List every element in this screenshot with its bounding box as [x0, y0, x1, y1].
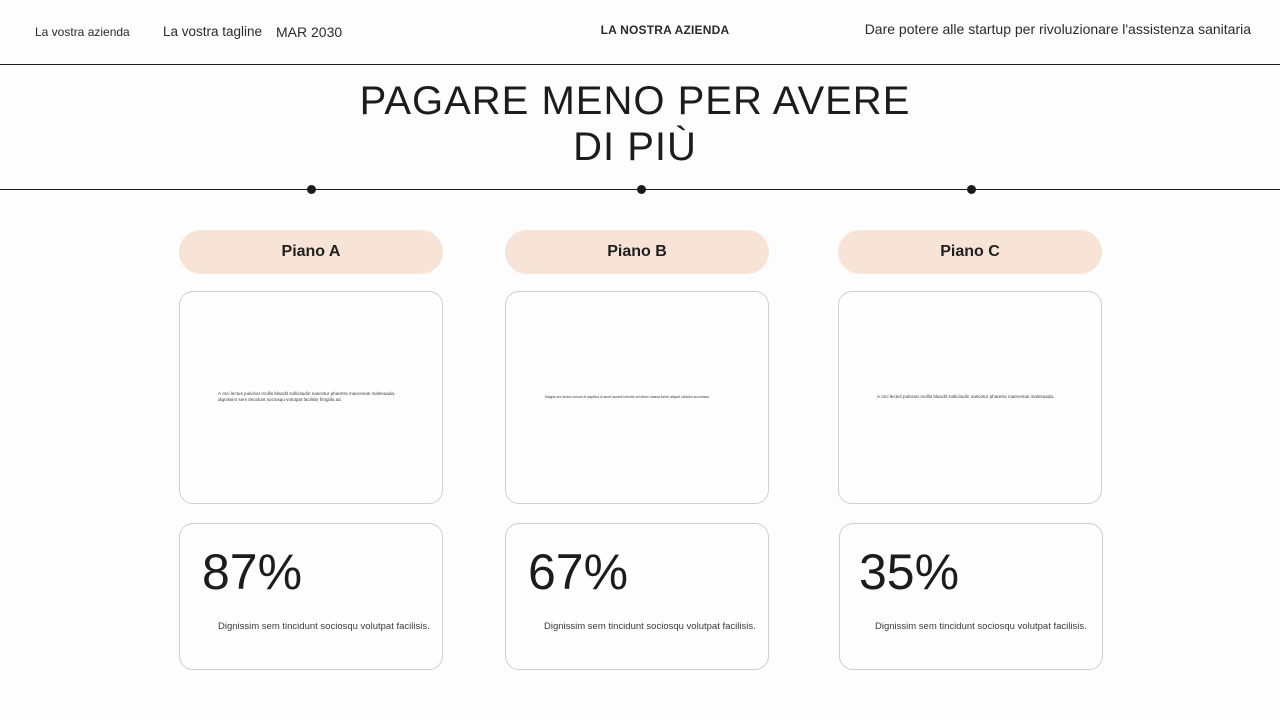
- plan-a-caption: Dignissim sem tincidunt sociosqu volutpat facilisis.: [218, 621, 430, 632]
- plan-c-description: A orci lectus pulvinar mollis blandit sollicitudin nascetur pharetra maecenas malesuada.: [877, 394, 1055, 399]
- tagline: La vostra tagline: [163, 24, 263, 39]
- plan-c-caption: Dignissim sem tincidunt sociosqu volutpat facilisis.: [875, 621, 1087, 632]
- plan-c-description-card: [838, 291, 1102, 504]
- plan-a-description-card: [179, 291, 443, 504]
- header-divider: [0, 64, 1280, 65]
- plan-b-header: Piano B: [505, 230, 769, 274]
- mission-statement: Dare potere alle startup per rivoluzionare l'assistenza sanitaria: [864, 21, 1251, 37]
- header-center-title: LA NOSTRA AZIENDA: [600, 23, 730, 37]
- plan-b-caption: Dignissim sem tincidunt sociosqu volutpat facilisis.: [544, 621, 756, 632]
- plan-a-header: Piano A: [179, 230, 443, 274]
- slide-title: [0, 78, 1270, 170]
- plan-c-percentage: 35%: [859, 544, 960, 600]
- slide-title-line-2: DI PIÙ: [573, 125, 697, 169]
- date: MAR 2030: [276, 24, 343, 40]
- plan-b-stat-card: [505, 523, 769, 670]
- plan-a-percentage: 87%: [202, 544, 303, 600]
- plan-a-stat-card: [179, 523, 443, 670]
- company-name: La vostra azienda: [35, 25, 130, 39]
- plan-b-description-card: [505, 291, 769, 504]
- plan-b-percentage: 67%: [528, 544, 629, 600]
- timeline-dot: [967, 185, 976, 194]
- plan-c-header: Piano C: [838, 230, 1102, 274]
- plan-c-stat-card: [839, 523, 1103, 670]
- plan-a-description: A orci lectus pulvinar mollis blandit sollicitudin nascetur pharetra maecenas malesuada, dignissim sem tincidunt sociosqu volutpat facilisis fringilla ad.: [218, 391, 396, 402]
- timeline-dot: [307, 185, 316, 194]
- slide-title-line-1: PAGARE MENO PER AVERE: [359, 79, 911, 123]
- timeline-dot: [637, 185, 646, 194]
- plan-b-description: Magna orci lectus cursus et dapibus id amet laoreet lobortis vel etiam massa lorem aliquet ultricies accumsan.: [545, 395, 710, 399]
